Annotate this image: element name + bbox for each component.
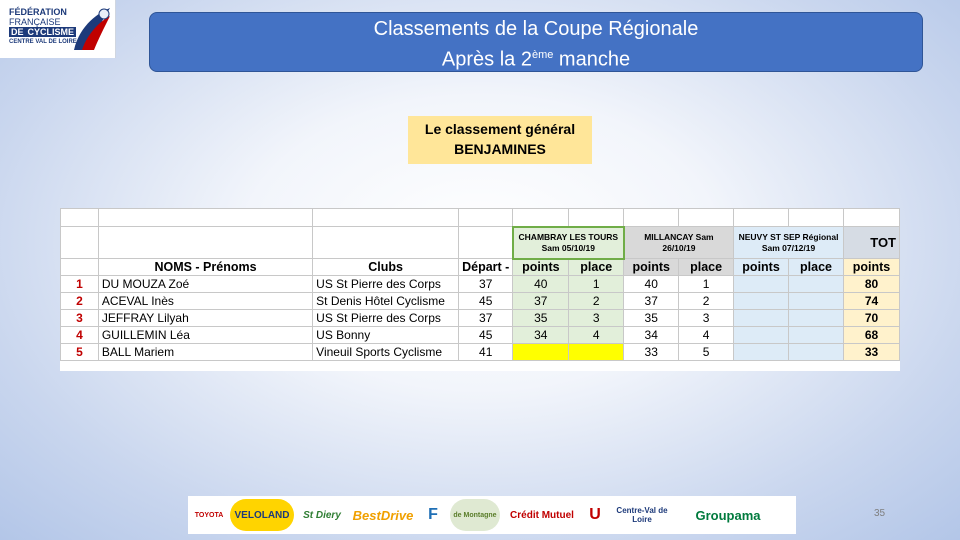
club-cell: US Bonny <box>313 327 459 344</box>
rank-cell: 1 <box>61 276 99 293</box>
club-cell: US St Pierre des Corps <box>313 310 459 327</box>
race3-points-cell <box>734 293 789 310</box>
race1-points-cell: 34 <box>513 327 569 344</box>
noms-header: NOMS - Prénoms <box>98 259 312 276</box>
race3-place-cell <box>789 293 844 310</box>
title-line2 <box>150 42 922 73</box>
cyclist-swoosh-icon <box>70 4 112 54</box>
race1-place-header: place <box>569 259 624 276</box>
race1-place-cell: 4 <box>569 327 624 344</box>
race1-points-cell: 40 <box>513 276 569 293</box>
sponsor-veloland-logo <box>230 499 294 531</box>
club-cell: US St Pierre des Corps <box>313 276 459 293</box>
race-header-1 <box>513 227 624 259</box>
sponsor-name: U <box>589 506 601 523</box>
race-2-date: 26/10/19 <box>662 242 696 253</box>
sponsor-name: BestDrive <box>352 507 414 523</box>
race3-place-cell <box>789 276 844 293</box>
race3-points-cell <box>734 344 789 361</box>
race-2-name: MILLANCAY Sam <box>644 231 714 242</box>
sponsor-montagne-logo <box>450 499 500 531</box>
spacer-row <box>61 209 900 227</box>
rank-cell: 4 <box>61 327 99 344</box>
race-1-name: CHAMBRAY LES TOURS <box>518 231 619 242</box>
race-3-date: Sam 07/12/19 <box>761 242 816 253</box>
table-row <box>61 344 900 361</box>
race2-place-cell: 1 <box>679 276 734 293</box>
race3-points-cell <box>734 327 789 344</box>
subtitle-line1: Le classement général <box>424 121 576 137</box>
name-cell: JEFFRAY Lilyah <box>98 310 312 327</box>
sponsor-u-logo <box>584 499 606 531</box>
name-cell: DU MOUZA Zoé <box>98 276 312 293</box>
sponsor-stdiery-logo <box>298 499 346 531</box>
sponsor-name: St Diery <box>303 509 341 521</box>
club-cell: St Denis Hôtel Cyclisme <box>313 293 459 310</box>
logo-line2: FRANÇAISE <box>9 17 61 27</box>
ranking-subtitle <box>408 116 592 164</box>
sponsor-banner <box>188 496 796 534</box>
race2-place-cell: 2 <box>679 293 734 310</box>
sponsor-toyota-logo <box>192 499 226 531</box>
page-title <box>149 12 923 72</box>
sponsor-name: de Montagne <box>453 511 497 519</box>
race1-points-header: points <box>513 259 569 276</box>
race3-place-cell <box>789 344 844 361</box>
race3-place-cell <box>789 327 844 344</box>
race3-place-header: place <box>789 259 844 276</box>
sponsor-name: Centre-Val de Loire <box>616 506 668 524</box>
logo-line4: CENTRE VAL DE LOIRE <box>9 39 77 45</box>
club-cell: Vineuil Sports Cyclisme <box>313 344 459 361</box>
depart-cell: 37 <box>459 310 513 327</box>
logo-line3: CYCLISME <box>27 27 75 37</box>
race2-points-cell: 40 <box>624 276 679 293</box>
race-3-name: NEUVY ST SEP Régional <box>738 231 839 242</box>
race1-place-cell <box>569 344 624 361</box>
race2-points-header: points <box>624 259 679 276</box>
total-cell: 70 <box>843 310 899 327</box>
race2-place-header: place <box>679 259 734 276</box>
race1-place-cell: 2 <box>569 293 624 310</box>
standings-table <box>60 208 900 371</box>
total-header: TOT <box>843 227 899 259</box>
depart-cell: 45 <box>459 327 513 344</box>
sponsor-region-logo <box>610 499 674 531</box>
race2-place-cell: 5 <box>679 344 734 361</box>
sponsor-groupama-logo <box>678 499 778 531</box>
total-cell: 68 <box>843 327 899 344</box>
race3-points-cell <box>734 276 789 293</box>
logo-line1: FÉDÉRATION <box>9 7 67 17</box>
sponsor-f-logo <box>420 499 446 531</box>
total-cell: 74 <box>843 293 899 310</box>
race1-points-cell: 37 <box>513 293 569 310</box>
title-line2-suffix: manche <box>553 48 631 71</box>
rank-cell: 3 <box>61 310 99 327</box>
sponsor-name: TOYOTA <box>194 511 224 519</box>
race2-points-cell: 34 <box>624 327 679 344</box>
page-number: 35 <box>874 508 886 519</box>
race1-points-cell <box>513 344 569 361</box>
sponsor-creditmutuel-logo <box>504 499 580 531</box>
sponsor-name: Crédit Mutuel <box>510 509 574 521</box>
name-cell: ACEVAL Inès <box>98 293 312 310</box>
depart-header: Départ - <box>459 259 513 276</box>
race2-place-cell: 3 <box>679 310 734 327</box>
race-1-date: Sam 05/10/19 <box>541 242 595 253</box>
race2-points-cell: 33 <box>624 344 679 361</box>
race3-points-header: points <box>734 259 789 276</box>
total-points-header: points <box>843 259 899 276</box>
race2-points-cell: 35 <box>624 310 679 327</box>
depart-cell: 37 <box>459 276 513 293</box>
sponsor-bestdrive-logo <box>350 499 416 531</box>
column-header-row <box>61 259 900 276</box>
name-cell: BALL Mariem <box>98 344 312 361</box>
ffc-logo <box>0 0 116 58</box>
table-row <box>61 293 900 310</box>
sponsor-name: Groupama <box>695 507 761 523</box>
race3-points-cell <box>734 310 789 327</box>
total-cell: 33 <box>843 344 899 361</box>
table-row <box>61 327 900 344</box>
race2-points-cell: 37 <box>624 293 679 310</box>
race1-points-cell: 35 <box>513 310 569 327</box>
total-cell: 80 <box>843 276 899 293</box>
table-row <box>61 276 900 293</box>
sponsor-name: F <box>428 506 438 523</box>
title-line1: Classements de la Coupe Régionale <box>373 18 699 40</box>
depart-cell: 45 <box>459 293 513 310</box>
race1-place-cell: 1 <box>569 276 624 293</box>
title-line2-prefix: Après la 2 <box>441 48 532 71</box>
depart-cell: 41 <box>459 344 513 361</box>
title-line2-sup: ème <box>531 49 554 61</box>
logo-line3-prefix: DE <box>11 27 24 37</box>
race-header-2 <box>624 227 734 259</box>
name-cell: GUILLEMIN Léa <box>98 327 312 344</box>
sponsor-name: VELOLAND <box>234 509 290 521</box>
race-header-3 <box>734 227 844 259</box>
table-row <box>61 310 900 327</box>
subtitle-line2: BENJAMINES <box>454 141 546 157</box>
race1-place-cell: 3 <box>569 310 624 327</box>
rank-cell: 2 <box>61 293 99 310</box>
clubs-header: Clubs <box>313 259 459 276</box>
rank-cell: 5 <box>61 344 99 361</box>
race-header-row <box>61 227 900 259</box>
race2-place-cell: 4 <box>679 327 734 344</box>
race3-place-cell <box>789 310 844 327</box>
